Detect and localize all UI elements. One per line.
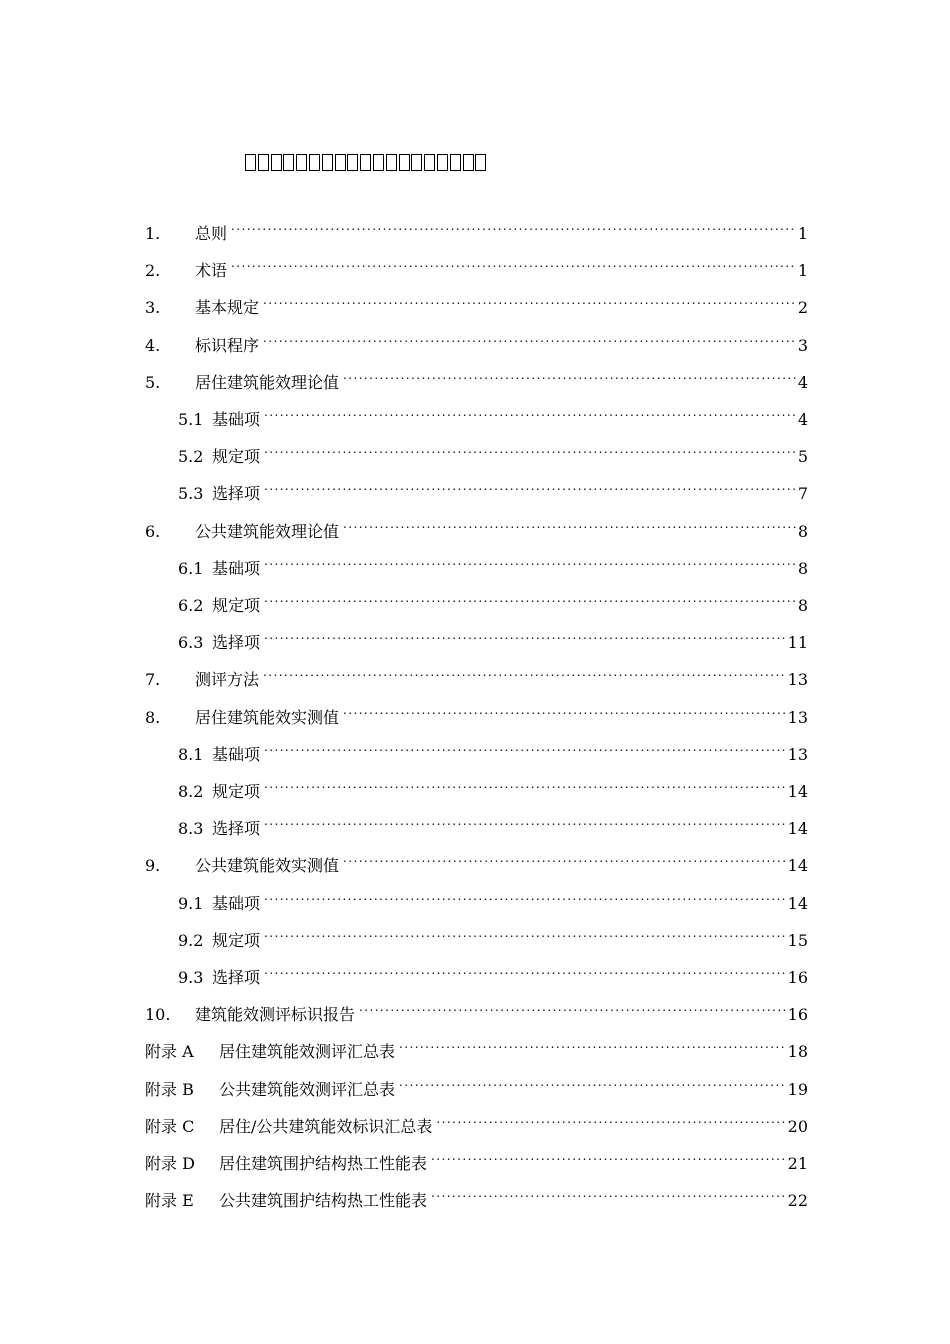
toc-leader-dots bbox=[431, 1143, 786, 1169]
missing-glyph-box bbox=[360, 154, 371, 171]
toc-page-number: 7 bbox=[797, 484, 808, 504]
toc-label: 术语 bbox=[195, 261, 228, 281]
toc-leader-dots bbox=[263, 287, 796, 313]
toc-number: 6. bbox=[145, 521, 161, 541]
toc-entry[interactable] bbox=[178, 920, 808, 950]
missing-glyph-box bbox=[335, 154, 346, 171]
toc-page-number: 14 bbox=[787, 893, 808, 913]
toc-label: 居住建筑能效理论值 bbox=[195, 372, 340, 392]
toc-label: 选择项 bbox=[212, 819, 261, 839]
toc-entry[interactable] bbox=[145, 845, 808, 876]
toc-number: 9. bbox=[145, 856, 161, 876]
toc-leader-dots bbox=[264, 771, 786, 797]
toc-number: 5.2 bbox=[178, 447, 204, 467]
toc-page-number: 4 bbox=[797, 372, 808, 392]
missing-glyph-box bbox=[411, 154, 422, 171]
toc-page-number: 16 bbox=[787, 1005, 808, 1025]
toc-leader-dots bbox=[264, 808, 786, 834]
toc-page-number: 14 bbox=[787, 782, 808, 801]
toc-page-number: 11 bbox=[787, 633, 808, 653]
toc-label: 总则 bbox=[195, 224, 228, 243]
missing-glyph-box bbox=[463, 154, 474, 171]
missing-glyph-box bbox=[450, 154, 461, 171]
toc-label: 公共建筑能效测评汇总表 bbox=[219, 1079, 396, 1099]
toc-page-number: 15 bbox=[787, 930, 808, 950]
toc-number: 9.1 bbox=[178, 893, 204, 913]
toc-entry[interactable] bbox=[145, 287, 808, 318]
toc-leader-dots bbox=[264, 436, 796, 462]
missing-glyph-box bbox=[258, 154, 269, 171]
toc-label: 基础项 bbox=[212, 893, 261, 913]
toc-page-number: 22 bbox=[787, 1191, 808, 1211]
toc-page-number: 14 bbox=[787, 856, 808, 876]
toc-label: 标识程序 bbox=[195, 335, 260, 355]
toc-entry[interactable] bbox=[145, 659, 808, 690]
toc-label: 选择项 bbox=[212, 633, 261, 653]
toc-entry[interactable] bbox=[145, 325, 808, 355]
toc-leader-dots bbox=[431, 1180, 786, 1206]
toc-entry[interactable] bbox=[178, 734, 808, 764]
toc-number: 6.2 bbox=[178, 596, 204, 615]
toc-page-number: 2 bbox=[797, 298, 808, 318]
missing-glyph-box bbox=[271, 154, 282, 171]
toc-entry[interactable] bbox=[178, 808, 808, 839]
toc-leader-dots bbox=[264, 548, 796, 574]
toc-page-number: 1 bbox=[797, 261, 808, 281]
toc-page-number: 13 bbox=[787, 670, 808, 690]
toc-leader-dots bbox=[436, 1106, 785, 1132]
toc-leader-dots bbox=[263, 325, 796, 351]
toc-label: 规定项 bbox=[212, 782, 261, 801]
toc-page-number: 8 bbox=[797, 558, 808, 578]
toc-label: 基础项 bbox=[212, 558, 261, 578]
toc-leader-dots bbox=[359, 994, 786, 1020]
toc-label: 选择项 bbox=[212, 484, 261, 504]
toc-number: 1. bbox=[145, 224, 161, 243]
toc-number: 3. bbox=[145, 298, 161, 318]
toc-leader-dots bbox=[343, 511, 796, 537]
toc-number: 8.2 bbox=[178, 782, 204, 801]
garbled-title bbox=[245, 150, 485, 174]
toc-entry[interactable] bbox=[145, 1069, 808, 1099]
toc-page-number: 19 bbox=[787, 1079, 808, 1099]
toc-page-number: 5 bbox=[797, 447, 808, 467]
toc-leader-dots bbox=[264, 473, 796, 499]
toc-number: 9.2 bbox=[178, 930, 204, 950]
toc-entry[interactable] bbox=[178, 585, 808, 615]
toc-page-number: 20 bbox=[787, 1116, 808, 1136]
toc-number: 5.1 bbox=[178, 410, 204, 429]
toc-entry[interactable] bbox=[178, 622, 808, 653]
toc-leader-dots bbox=[263, 659, 786, 685]
toc-number: 8.3 bbox=[178, 819, 204, 839]
toc-leader-dots bbox=[264, 585, 796, 611]
missing-glyph-box bbox=[437, 154, 448, 171]
toc-number: 4. bbox=[145, 335, 161, 355]
toc-page-number: 3 bbox=[797, 335, 808, 355]
toc-number: 附录 A bbox=[145, 1042, 194, 1062]
toc-leader-dots bbox=[264, 734, 786, 760]
toc-page-number: 21 bbox=[787, 1154, 808, 1173]
toc-entry[interactable] bbox=[145, 697, 808, 727]
toc-number: 6.3 bbox=[178, 633, 204, 653]
toc-label: 公共建筑能效实测值 bbox=[195, 856, 340, 876]
toc-number: 附录 D bbox=[145, 1154, 195, 1173]
toc-label: 建筑能效测评标识报告 bbox=[195, 1005, 356, 1025]
toc-page-number: 8 bbox=[797, 596, 808, 615]
toc-number: 8. bbox=[145, 707, 161, 727]
missing-glyph-box bbox=[245, 154, 256, 171]
toc-leader-dots bbox=[343, 362, 796, 388]
toc-number: 8.1 bbox=[178, 744, 204, 764]
toc-label: 规定项 bbox=[212, 447, 261, 467]
toc-label: 居住建筑围护结构热工性能表 bbox=[219, 1154, 428, 1173]
toc-leader-dots bbox=[231, 250, 796, 276]
toc-entry[interactable] bbox=[178, 548, 808, 578]
toc-page-number: 18 bbox=[787, 1042, 808, 1062]
toc-number: 附录 C bbox=[145, 1116, 195, 1136]
toc-page-number: 8 bbox=[797, 521, 808, 541]
missing-glyph-box bbox=[347, 154, 358, 171]
toc-leader-dots bbox=[264, 399, 796, 425]
toc-label: 规定项 bbox=[212, 596, 261, 615]
toc-page-number: 1 bbox=[797, 224, 808, 243]
toc-entry[interactable] bbox=[178, 399, 808, 429]
toc-entry[interactable] bbox=[178, 957, 808, 987]
toc-label: 公共建筑能效理论值 bbox=[195, 521, 340, 541]
missing-glyph-box bbox=[296, 154, 307, 171]
toc-label: 居住建筑能效测评汇总表 bbox=[219, 1042, 396, 1062]
missing-glyph-box bbox=[386, 154, 397, 171]
missing-glyph-box bbox=[283, 154, 294, 171]
toc-leader-dots bbox=[343, 697, 786, 723]
toc-number: 2. bbox=[145, 261, 161, 281]
missing-glyph-box bbox=[399, 154, 410, 171]
toc-number: 9.3 bbox=[178, 968, 204, 987]
toc-label: 规定项 bbox=[212, 930, 261, 950]
toc-number: 5.3 bbox=[178, 484, 204, 504]
toc-leader-dots bbox=[343, 845, 786, 871]
missing-glyph-box bbox=[322, 154, 333, 171]
toc-label: 基础项 bbox=[212, 410, 261, 429]
missing-glyph-box bbox=[475, 154, 486, 171]
toc-page-number: 13 bbox=[787, 707, 808, 727]
toc-label: 测评方法 bbox=[195, 670, 260, 690]
toc-number: 6.1 bbox=[178, 558, 204, 578]
toc-entry[interactable] bbox=[145, 250, 808, 281]
toc-number: 10. bbox=[145, 1005, 171, 1025]
toc-entry[interactable] bbox=[145, 1106, 808, 1136]
missing-glyph-box bbox=[309, 154, 320, 171]
toc-leader-dots bbox=[264, 622, 786, 648]
toc-label: 公共建筑围护结构热工性能表 bbox=[219, 1191, 428, 1211]
toc-label: 选择项 bbox=[212, 968, 261, 987]
toc-entry[interactable] bbox=[145, 994, 808, 1025]
toc-entry[interactable] bbox=[145, 213, 808, 243]
toc-number: 附录 E bbox=[145, 1191, 194, 1211]
toc-leader-dots bbox=[264, 957, 786, 983]
toc-label: 基本规定 bbox=[195, 298, 260, 318]
toc-leader-dots bbox=[264, 920, 786, 946]
toc-label: 居住建筑能效实测值 bbox=[195, 707, 340, 727]
toc-number: 5. bbox=[145, 372, 161, 392]
toc-entry[interactable] bbox=[145, 1143, 808, 1173]
toc-entry[interactable] bbox=[145, 511, 808, 541]
toc-entry[interactable] bbox=[178, 473, 808, 504]
toc-page-number: 4 bbox=[797, 410, 808, 429]
toc-entry[interactable] bbox=[178, 883, 808, 913]
toc-entry[interactable] bbox=[145, 362, 808, 392]
missing-glyph-box bbox=[373, 154, 384, 171]
toc-number: 7. bbox=[145, 670, 161, 690]
toc-page-number: 14 bbox=[787, 819, 808, 839]
toc-leader-dots bbox=[264, 883, 786, 909]
toc-leader-dots bbox=[399, 1069, 786, 1095]
toc-entry[interactable] bbox=[178, 436, 808, 467]
missing-glyph-box bbox=[424, 154, 435, 171]
toc-leader-dots bbox=[231, 213, 796, 239]
toc-number: 附录 B bbox=[145, 1079, 194, 1099]
toc-entry[interactable] bbox=[145, 1180, 808, 1211]
toc-entry[interactable] bbox=[178, 771, 808, 801]
toc-entry[interactable] bbox=[145, 1031, 808, 1062]
toc-page-number: 13 bbox=[787, 744, 808, 764]
toc-page-number: 16 bbox=[787, 968, 808, 987]
toc-label: 基础项 bbox=[212, 744, 261, 764]
toc-label: 居住/公共建筑能效标识汇总表 bbox=[219, 1116, 433, 1136]
toc-leader-dots bbox=[399, 1031, 786, 1057]
